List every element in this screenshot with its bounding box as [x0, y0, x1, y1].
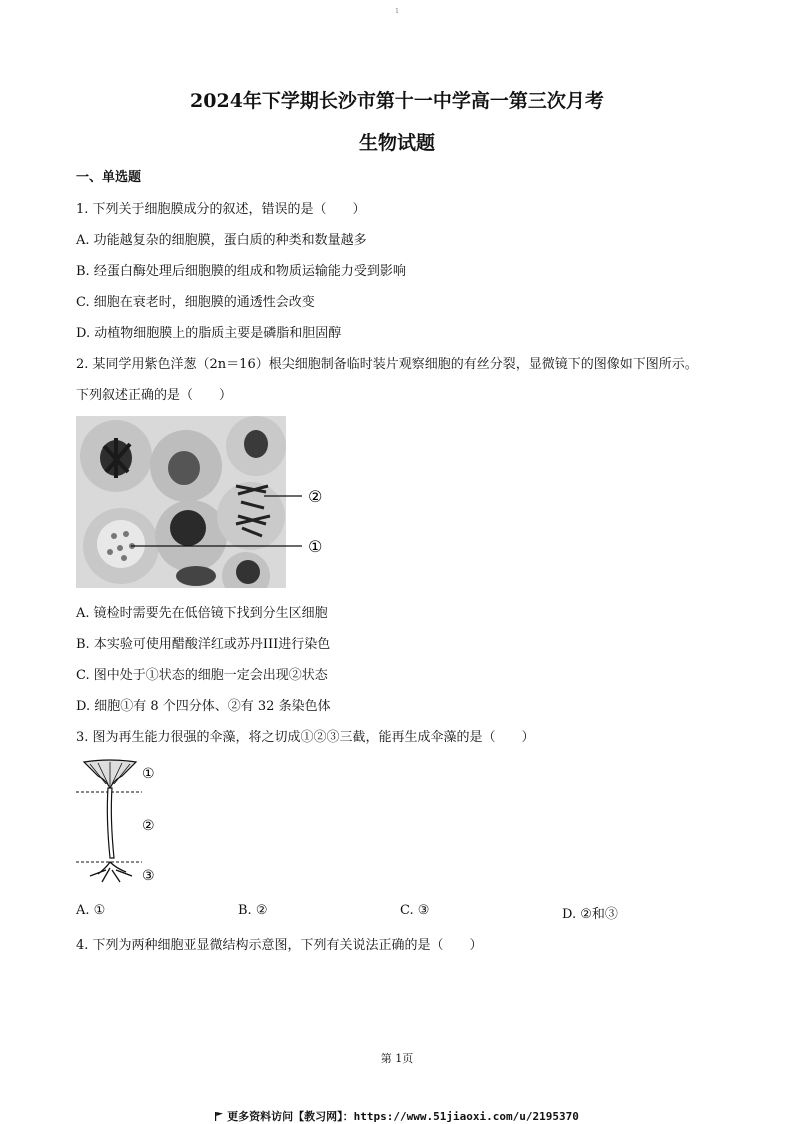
exam-title: 2024年下学期长沙市第十一中学高一第三次月考: [190, 90, 604, 112]
q2-option-b: B. 本实验可使用醋酸洋红或苏丹III进行染色: [76, 637, 331, 652]
figure-label-2: ②: [142, 818, 155, 834]
top-mark: 1: [395, 8, 399, 15]
flag-icon: [215, 1112, 223, 1121]
q3-stem: 3. 图为再生能力很强的伞藻，将之切成①②③三截，能再生成伞藻的是（ ）: [76, 730, 535, 745]
q1-stem: 1. 下列关于细胞膜成分的叙述，错误的是（ ）: [76, 202, 366, 217]
figure-label-1: ①: [308, 537, 323, 556]
section-heading: 一、单选题: [76, 170, 142, 185]
page-number: 第 1页: [380, 1052, 414, 1065]
exam-subject: 生物试题: [358, 132, 435, 154]
q3-option-b: B. ②: [238, 903, 268, 918]
q2-option-a: A. 镜检时需要先在低倍镜下找到分生区细胞: [76, 606, 328, 621]
q1-option-c: C. 细胞在衰老时，细胞膜的通透性会改变: [76, 295, 315, 310]
figure-label-1: ①: [142, 766, 155, 782]
promo-link[interactable]: [0, 1108, 794, 1124]
figure-label-2: ②: [308, 487, 323, 506]
q1-option-d: D. 动植物细胞膜上的脂质主要是磷脂和胆固醇: [76, 326, 342, 341]
q2-stem-line1: 2. 某同学用紫色洋葱（2n＝16）根尖细胞制备临时装片观察细胞的有丝分裂，显微镜下的图像如下图所示。: [76, 357, 698, 372]
q2-stem-line2: 下列叙述正确的是（ ）: [76, 388, 233, 403]
figure-label-3: ③: [142, 868, 155, 884]
q4-stem: 4. 下列为两种细胞亚显微结构示意图，下列有关说法正确的是（ ）: [76, 938, 483, 953]
q2-option-d: D. 细胞①有 8 个四分体、②有 32 条染色体: [76, 699, 331, 714]
q3-option-a: A. ①: [76, 903, 106, 918]
promo-text: 更多资料访问【教习网】：https://www.51jiaoxi.com/u/2195370: [227, 1110, 579, 1123]
q3-option-d: D. ②和③: [562, 907, 618, 922]
q3-option-c: C. ③: [400, 903, 430, 918]
acetabularia-figure: [76, 758, 166, 890]
q1-option-b: B. 经蛋白酶处理后细胞膜的组成和物质运输能力受到影响: [76, 264, 406, 279]
q2-option-c: C. 图中处于①状态的细胞一定会出现②状态: [76, 668, 328, 683]
q1-option-a: A. 功能越复杂的细胞膜，蛋白质的种类和数量越多: [76, 233, 367, 248]
micrograph-figure: [76, 416, 334, 588]
